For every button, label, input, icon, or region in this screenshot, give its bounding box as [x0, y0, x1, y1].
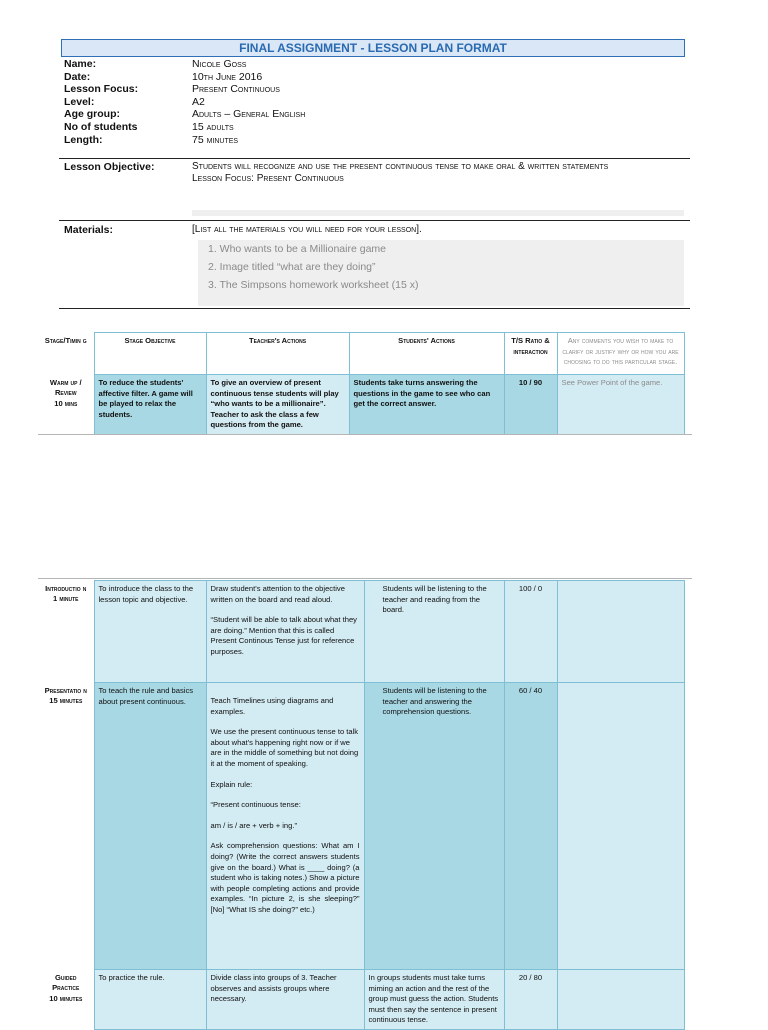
stage-name: Warm up / Review — [49, 377, 82, 398]
stage-time: 1 minute — [53, 594, 79, 604]
info-value: Adults – General English — [192, 108, 306, 121]
teacher-cell: Divide class into groups of 3. Teacher observes and assists groups where necessary. — [206, 970, 364, 1030]
materials-list — [198, 240, 684, 306]
objective-cell: To practice the rule. — [94, 970, 206, 1030]
lesson-info — [64, 58, 305, 146]
info-label: Name: — [64, 58, 97, 70]
info-row-focus — [64, 83, 305, 96]
table-row-presentation — [38, 683, 684, 970]
info-value: Nicole Goss — [192, 58, 247, 70]
students-cell: Students take turns answering the questions in the game to see who can get the correct answer. — [349, 375, 504, 435]
info-value: 15 adults — [192, 120, 234, 133]
objective-cell: To reduce the students' affective filter. A game will be played to relax the students. — [94, 375, 206, 435]
objective-cell: To introduce the class to the lesson topic and objective. — [94, 581, 206, 683]
objective-placeholder-area — [192, 210, 684, 216]
teacher-cell: To give an overview of present continuous tense students will play “who wants to be a millionaire”. Teacher to ask the class a few questions from the game. — [206, 375, 349, 435]
students-cell: Students will be listening to the teacher and reading from the board. — [364, 581, 504, 683]
info-row-length — [64, 134, 305, 147]
stage-cell — [38, 970, 94, 1030]
stage-time: 10 minutes — [49, 993, 83, 1003]
materials-item: 1. Who wants to be a Millionaire game — [208, 243, 387, 255]
stage-cell — [38, 683, 94, 970]
ratio-cell: 60 / 40 — [504, 683, 557, 970]
info-value: A2 — [192, 95, 205, 108]
comments-cell — [557, 683, 684, 970]
teacher-paragraph: We use the present continuous tense to talk about what's happening right now or if we are in the middle of something but not doing it at the moment of speaking. — [210, 727, 359, 768]
divider — [59, 308, 690, 309]
comments-cell: See Power Point of the game. — [557, 375, 684, 435]
info-row-students — [64, 121, 305, 134]
objective-label: Lesson Objective: — [64, 161, 155, 173]
document-title: FINAL ASSIGNMENT - LESSON PLAN FORMAT — [61, 39, 685, 57]
students-cell: In groups students must take turns miming an action and the rest of the group must guess the action. Students must then say the sentence in present continuous tense. — [364, 970, 504, 1030]
objective-cell: To teach the rule and basics about present continuous. — [94, 683, 206, 970]
header-comments: Any comments you wish to make to clarify or justify why or how you are choosing to do this particular stage. — [557, 333, 684, 375]
ratio-cell: 20 / 80 — [504, 970, 557, 1030]
info-row-date — [64, 71, 305, 84]
teacher-cell — [206, 683, 364, 970]
info-row-age — [64, 108, 305, 121]
stage-name: Guided Practice — [52, 972, 80, 993]
divider — [38, 434, 692, 435]
stage-name: Presentatio n — [44, 685, 87, 695]
stage-cell — [38, 375, 94, 435]
divider — [59, 158, 690, 159]
header-teacher: Teacher's Actions — [206, 333, 349, 375]
stage-time: 15 minutes — [49, 696, 83, 706]
objective-line-1: Students will recognize and use the present continuous tense to make oral & written statements — [192, 161, 609, 172]
comments-cell — [557, 970, 684, 1030]
info-value: 75 minutes — [192, 133, 239, 146]
materials-item: 2. Image titled “what are they doing” — [208, 261, 376, 273]
header-objective: Stage Objective — [94, 333, 206, 375]
table-row-introduction — [38, 581, 684, 683]
materials-intro: [List all the materials you will need for your lesson]. — [192, 224, 422, 235]
divider — [38, 578, 692, 579]
table-row-guided-practice — [38, 970, 684, 1030]
info-value: Present Continuous — [192, 83, 280, 96]
teacher-cell — [206, 581, 364, 683]
teacher-paragraph: am / is / are + verb + ing.” — [210, 820, 298, 830]
info-row-name — [64, 58, 305, 71]
header-stage: Stage/Timin g — [44, 335, 87, 345]
divider — [59, 220, 690, 221]
objective-line-2: Lesson Focus: Present Continuous — [192, 173, 344, 184]
teacher-paragraph: “Student will be able to talk about what they are doing.” Mention that this is called Present Continous Tense just for reference purposes. — [210, 615, 357, 656]
header-students: Students' Actions — [349, 333, 504, 375]
teacher-paragraph: Ask comprehension questions: What am I doing? (Write the correct answers students give on the board.) What is ____ doing? (a student who is taking notes.) Show a picture with people completing actions and provide examples. “In picture 2, is she sleeping?” [No] “What IS she doing?” etc.) — [210, 841, 360, 914]
info-label: No of students — [64, 120, 138, 133]
info-label: Length: — [64, 133, 103, 146]
info-label: Level: — [64, 95, 95, 108]
table-row-warmup — [38, 375, 684, 435]
stage-time: 10 mins — [54, 398, 78, 408]
spacer — [211, 686, 360, 696]
header-ratio: T/S Ratio & interaction — [504, 333, 557, 375]
info-label: Date: — [64, 70, 91, 83]
stage-cell — [38, 581, 94, 683]
ratio-cell: 100 / 0 — [504, 581, 557, 683]
students-cell: Students will be listening to the teacher and answering the comprehension questions. — [364, 683, 504, 970]
objective-text — [192, 161, 684, 185]
materials-label: Materials: — [64, 224, 114, 236]
info-row-level — [64, 96, 305, 109]
stage-name: Introductio n — [45, 583, 87, 593]
info-label: Lesson Focus: — [64, 83, 139, 96]
teacher-paragraph: Draw student's attention to the objective written on the board and read aloud. — [210, 584, 345, 604]
ratio-cell: 10 / 90 — [504, 375, 557, 435]
info-value: 10th June 2016 — [192, 70, 263, 83]
teacher-paragraph: “Present continuous tense: — [210, 800, 301, 810]
procedure-table-1 — [38, 332, 685, 435]
procedure-table-2 — [38, 580, 685, 1030]
materials-item: 3. The Simpsons homework worksheet (15 x) — [208, 279, 419, 291]
info-label: Age group: — [64, 108, 120, 121]
comments-cell — [557, 581, 684, 683]
table-header-row — [38, 333, 684, 375]
teacher-paragraph: Explain rule: — [210, 779, 253, 789]
teacher-paragraph: Teach Timelines using diagrams and examples. — [210, 696, 334, 716]
